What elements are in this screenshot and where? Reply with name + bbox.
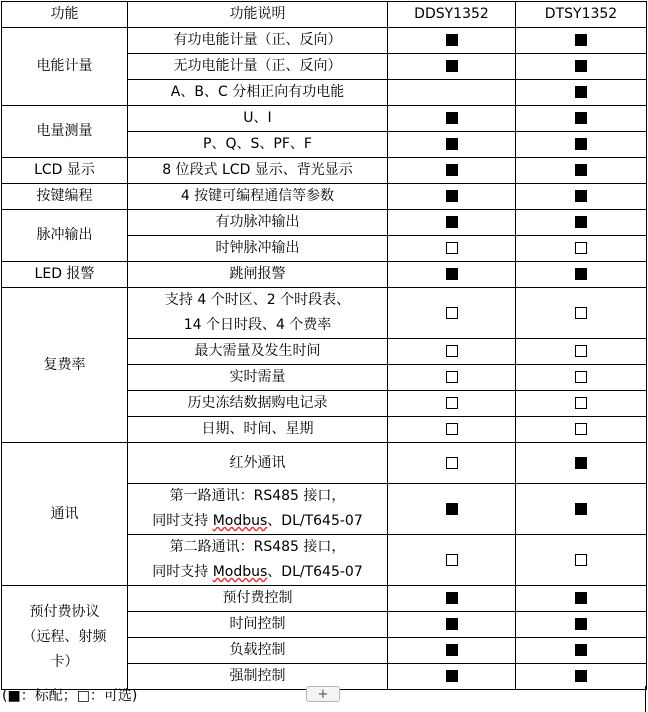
desc-text: 、DL/T645-07 bbox=[267, 564, 363, 580]
cell-a bbox=[388, 184, 516, 210]
standard-mark-icon bbox=[575, 34, 587, 46]
row-desc-line1: 第一路通讯：RS485 接口， bbox=[169, 488, 346, 504]
cell-b bbox=[516, 391, 647, 417]
cell-a bbox=[388, 535, 516, 586]
cell-a bbox=[388, 391, 516, 417]
standard-mark-icon bbox=[446, 138, 458, 150]
optional-mark-icon bbox=[446, 371, 458, 383]
cell-a bbox=[388, 80, 516, 106]
cell-a bbox=[388, 54, 516, 80]
cell-b bbox=[516, 664, 647, 690]
table-row bbox=[2, 586, 647, 612]
standard-mark-icon bbox=[575, 190, 587, 202]
standard-mark-icon bbox=[446, 644, 458, 656]
row-desc: P、Q、S、PF、F bbox=[128, 132, 388, 158]
header-function: 功能 bbox=[2, 2, 128, 28]
row-desc: 时钟脉冲输出 bbox=[128, 236, 388, 262]
table-row bbox=[2, 158, 647, 184]
cell-b bbox=[516, 106, 647, 132]
cell-b bbox=[516, 54, 647, 80]
standard-mark-icon bbox=[575, 86, 587, 98]
cell-b bbox=[516, 184, 647, 210]
group-multi-rate: 复费率 bbox=[2, 288, 128, 443]
group-communication: 通讯 bbox=[2, 443, 128, 586]
cell-b bbox=[516, 80, 647, 106]
group-lcd: LCD 显示 bbox=[2, 158, 128, 184]
standard-mark-icon bbox=[575, 670, 587, 682]
row-desc: 跳闸报警 bbox=[128, 262, 388, 288]
standard-mark-icon bbox=[446, 216, 458, 228]
standard-mark-icon bbox=[446, 670, 458, 682]
optional-mark-icon bbox=[575, 371, 587, 383]
row-desc: 日期、时间、星期 bbox=[128, 417, 388, 443]
header-row bbox=[2, 2, 647, 28]
cell-b bbox=[516, 28, 647, 54]
cell-b bbox=[516, 158, 647, 184]
row-desc: U、I bbox=[128, 106, 388, 132]
standard-mark-icon bbox=[446, 190, 458, 202]
optional-mark-icon bbox=[446, 554, 458, 566]
table-row bbox=[2, 262, 647, 288]
cell-a bbox=[388, 638, 516, 664]
group-prepayment bbox=[2, 586, 128, 690]
row-desc: 时间控制 bbox=[128, 612, 388, 638]
standard-mark-icon bbox=[446, 618, 458, 630]
group-name-line3: 卡） bbox=[50, 654, 79, 670]
optional-mark-icon bbox=[446, 397, 458, 409]
standard-mark-icon bbox=[446, 164, 458, 176]
row-desc: 8 位段式 LCD 显示、背光显示 bbox=[128, 158, 388, 184]
table-row bbox=[2, 106, 647, 132]
row-desc: 预付费控制 bbox=[128, 586, 388, 612]
standard-mark-icon bbox=[446, 112, 458, 124]
cell-a bbox=[388, 664, 516, 690]
cell-b bbox=[516, 612, 647, 638]
spec-table bbox=[1, 1, 647, 690]
cell-b bbox=[516, 484, 647, 535]
table-row bbox=[2, 28, 647, 54]
standard-mark-icon bbox=[575, 592, 587, 604]
group-keys: 按键编程 bbox=[2, 184, 128, 210]
cell-b bbox=[516, 210, 647, 236]
group-name-line2: （远程、射频 bbox=[22, 629, 107, 645]
standard-mark-icon bbox=[575, 60, 587, 72]
cell-b bbox=[516, 236, 647, 262]
desc-text: 同时支持 bbox=[152, 564, 213, 580]
optional-mark-icon bbox=[575, 242, 587, 254]
optional-mark-icon bbox=[575, 345, 587, 357]
standard-mark-icon bbox=[446, 34, 458, 46]
cell-a bbox=[388, 210, 516, 236]
header-model-b: DTSY1352 bbox=[516, 2, 647, 28]
row-desc-line2 bbox=[128, 509, 387, 534]
header-description: 功能说明 bbox=[128, 2, 388, 28]
cell-a bbox=[388, 417, 516, 443]
standard-mark-icon bbox=[575, 268, 587, 280]
optional-mark-icon bbox=[446, 457, 458, 469]
group-pulse: 脉冲输出 bbox=[2, 210, 128, 262]
standard-mark-icon bbox=[575, 644, 587, 656]
cell-b bbox=[516, 262, 647, 288]
group-measurement: 电量测量 bbox=[2, 106, 128, 158]
standard-mark-icon bbox=[575, 216, 587, 228]
standard-mark-icon bbox=[446, 268, 458, 280]
row-desc: 负载控制 bbox=[128, 638, 388, 664]
cell-a bbox=[388, 612, 516, 638]
legend-footnote: (■：标配；□：可选) bbox=[2, 688, 138, 704]
row-desc: 历史冻结数据购电记录 bbox=[128, 391, 388, 417]
standard-mark-icon bbox=[446, 60, 458, 72]
cell-a bbox=[388, 586, 516, 612]
standard-mark-icon bbox=[575, 138, 587, 150]
cell-a bbox=[388, 158, 516, 184]
group-energy-metering: 电能计量 bbox=[2, 28, 128, 106]
cell-a bbox=[388, 236, 516, 262]
standard-mark-icon bbox=[575, 503, 587, 515]
table-row bbox=[2, 210, 647, 236]
cell-b bbox=[516, 638, 647, 664]
optional-mark-icon bbox=[446, 242, 458, 254]
cell-a bbox=[388, 443, 516, 484]
row-desc bbox=[128, 535, 388, 586]
optional-mark-icon bbox=[575, 423, 587, 435]
row-desc: A、B、C 分相正向有功电能 bbox=[128, 80, 388, 106]
add-button[interactable]: + bbox=[306, 686, 340, 702]
row-desc-line2 bbox=[128, 560, 387, 585]
standard-mark-icon bbox=[446, 503, 458, 515]
cell-a bbox=[388, 365, 516, 391]
cell-b bbox=[516, 339, 647, 365]
table-row bbox=[2, 443, 647, 484]
optional-mark-icon bbox=[446, 307, 458, 319]
cell-b bbox=[516, 443, 647, 484]
optional-mark-icon bbox=[575, 397, 587, 409]
row-desc-line1: 支持 4 个时区、2 个时段表、 bbox=[164, 292, 351, 308]
group-name-line1: 预付费协议 bbox=[29, 604, 100, 620]
desc-underlined: Modbus bbox=[212, 564, 268, 580]
row-desc: 有功电能计量（正、反向） bbox=[128, 28, 388, 54]
table-row bbox=[2, 288, 647, 339]
divider bbox=[645, 686, 646, 712]
optional-mark-icon bbox=[446, 423, 458, 435]
cell-b bbox=[516, 586, 647, 612]
table-row bbox=[2, 184, 647, 210]
cell-a bbox=[388, 132, 516, 158]
cell-a bbox=[388, 106, 516, 132]
cell-a bbox=[388, 28, 516, 54]
row-desc: 无功电能计量（正、反向） bbox=[128, 54, 388, 80]
row-desc bbox=[128, 288, 388, 339]
cell-b bbox=[516, 417, 647, 443]
cell-a bbox=[388, 288, 516, 339]
cell-b bbox=[516, 132, 647, 158]
cell-a bbox=[388, 262, 516, 288]
cell-b bbox=[516, 535, 647, 586]
cell-a bbox=[388, 339, 516, 365]
desc-text: 同时支持 bbox=[152, 513, 213, 529]
row-desc bbox=[128, 484, 388, 535]
row-desc-line2: 14 个日时段、4 个费率 bbox=[183, 317, 332, 333]
row-desc: 最大需量及发生时间 bbox=[128, 339, 388, 365]
cell-b bbox=[516, 365, 647, 391]
row-desc-line1: 第二路通讯：RS485 接口， bbox=[169, 539, 346, 555]
optional-mark-icon bbox=[575, 554, 587, 566]
row-desc: 实时需量 bbox=[128, 365, 388, 391]
row-desc: 有功脉冲输出 bbox=[128, 210, 388, 236]
row-desc: 强制控制 bbox=[128, 664, 388, 690]
optional-mark-icon bbox=[575, 307, 587, 319]
desc-text: 、DL/T645-07 bbox=[267, 513, 363, 529]
cell-a bbox=[388, 484, 516, 535]
standard-mark-icon bbox=[575, 112, 587, 124]
standard-mark-icon bbox=[575, 164, 587, 176]
standard-mark-icon bbox=[575, 457, 587, 469]
row-desc: 4 按键可编程通信等参数 bbox=[128, 184, 388, 210]
desc-underlined: Modbus bbox=[212, 513, 268, 529]
row-desc: 红外通讯 bbox=[128, 443, 388, 484]
group-led: LED 报警 bbox=[2, 262, 128, 288]
standard-mark-icon bbox=[446, 592, 458, 604]
cell-b bbox=[516, 288, 647, 339]
optional-mark-icon bbox=[446, 345, 458, 357]
header-model-a: DDSY1352 bbox=[388, 2, 516, 28]
standard-mark-icon bbox=[575, 618, 587, 630]
